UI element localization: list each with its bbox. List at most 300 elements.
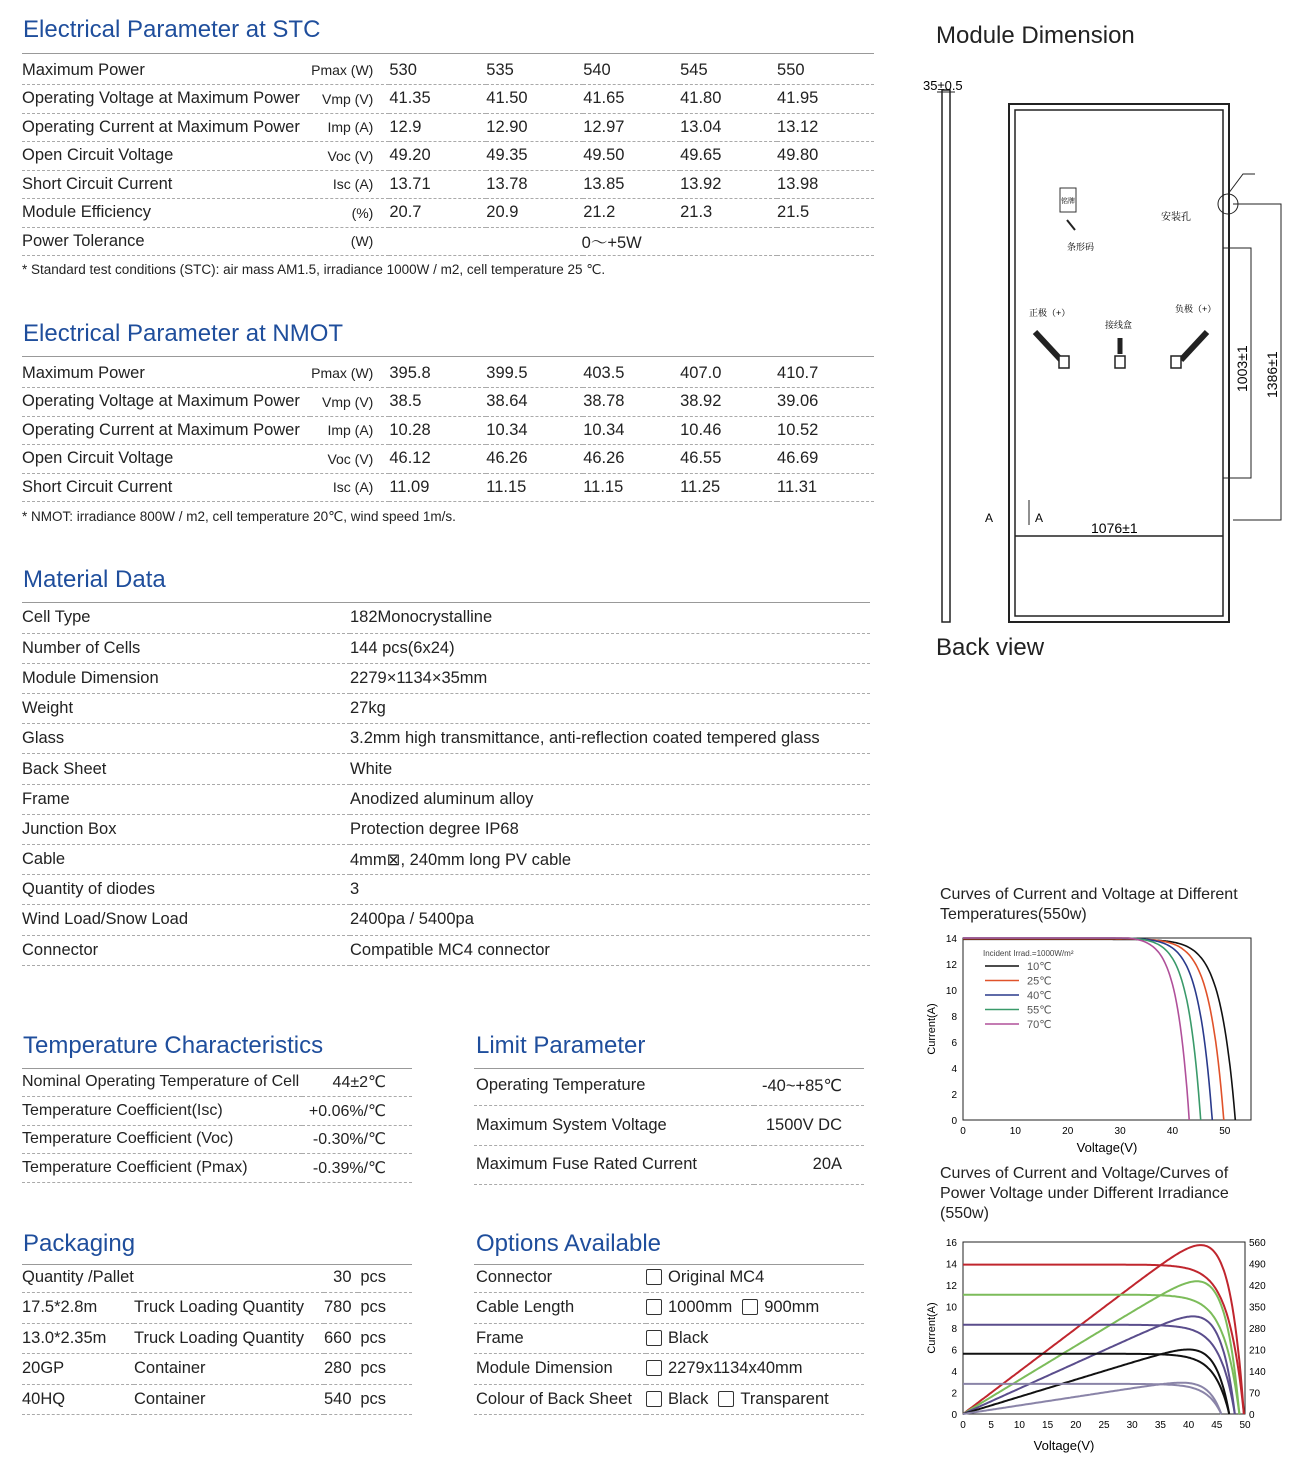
material-value: 4mm⊠, 240mm long PV cable [350,845,870,875]
chart1-ytick: 2 [951,1090,957,1101]
chart2-xtick: 20 [1070,1420,1082,1431]
chart1-xtick: 0 [960,1126,966,1137]
param-value: 46.26 [583,445,680,474]
param-value: 11.31 [777,473,874,502]
param-value: 41.80 [680,85,777,114]
temperature-row [22,1125,412,1154]
chart2-xtick: 30 [1126,1420,1138,1431]
option-row [474,1323,864,1354]
limit-value: 1500V DC [754,1106,864,1146]
param-value: 10.46 [680,416,777,445]
param-value: 410.7 [777,359,874,388]
material-value: Anodized aluminum alloy [350,784,870,814]
chart1-legend-label: 40℃ [1027,990,1052,1002]
param-value: 21.3 [680,199,777,228]
chart2-y2tick: 350 [1249,1302,1266,1314]
param-row [22,416,874,445]
temperature-key: Temperature Coefficient (Voc) [22,1125,302,1154]
param-value: 21.2 [583,199,680,228]
material-row [22,875,870,905]
material-value: Compatible MC4 connector [350,935,870,965]
option-choice[interactable] [646,1268,764,1287]
chart2-y2tick: 280 [1249,1324,1266,1335]
dimension-title: Module Dimension [936,22,1135,49]
chart1-xtick: 20 [1062,1126,1074,1137]
material-row [22,663,870,693]
length-label: 1386±1 [1264,351,1280,398]
chart2-ytick: 6 [951,1345,957,1357]
option-row [474,1293,864,1324]
chart2-ytick: 10 [945,1302,957,1314]
positive-cable [1035,332,1061,360]
packaging-row [22,1262,412,1293]
param-unit: Voc (V) [310,142,390,171]
param-label: Maximum Power [22,359,310,388]
material-value: 2400pa / 5400pa [350,905,870,935]
barcode-mark [1067,220,1075,230]
param-unit: Imp (A) [310,113,390,142]
temperature-key: Temperature Coefficient (Pmax) [22,1154,302,1183]
option-label: Black [668,1389,709,1408]
packaging-size: 13.0*2.35m [22,1323,134,1354]
param-label: Operating Voltage at Maximum Power [22,85,310,114]
param-value: 540 [583,56,680,85]
negative-label: 负极（+） [1175,304,1217,314]
material-key: Back Sheet [22,754,350,784]
chart2-xtick: 35 [1154,1420,1166,1431]
packaging-type: Truck Loading Quantity [134,1323,324,1354]
chart-irradiance-iv-pv [915,1232,1295,1466]
param-value: 10.28 [389,416,486,445]
nmot-table [22,359,874,502]
option-key: Connector [474,1262,646,1293]
param-value: 10.34 [486,416,583,445]
param-value: 11.15 [486,473,583,502]
param-unit: Imp (A) [310,416,390,445]
chart1-legend-label: 70℃ [1027,1019,1052,1031]
param-value: 530 [389,56,486,85]
chart1-legend-label: 55℃ [1027,1004,1052,1017]
chart2-xtick: 10 [1013,1420,1025,1431]
option-key: Module Dimension [474,1354,646,1385]
chart2-y2tick: 0 [1249,1410,1255,1421]
material-row [22,633,870,663]
module-back-view-drawing [915,70,1300,630]
side-profile [942,90,950,622]
stc-note: * Standard test conditions (STC): air mass AM1.5, irradiance 1000W / m2, cell temperature 25 ℃. [22,262,606,277]
limit-value: -40~+85℃ [754,1066,864,1106]
param-value: 41.50 [486,85,583,114]
limit-row [474,1066,864,1106]
packaging-item: Quantity /Pallet [22,1262,324,1293]
packaging-unit: pcs [358,1384,412,1415]
junction-box-label: 接线盒 [1105,320,1133,330]
stc-table [22,56,874,256]
param-value: 38.92 [680,388,777,417]
param-label: Maximum Power [22,56,310,85]
packaging-unit: pcs [358,1293,412,1324]
limit-table [474,1066,864,1185]
mount-hole-label: 安装孔 [1161,212,1191,223]
packaging-row [22,1384,412,1415]
chart1-ytick: 4 [951,1064,957,1075]
param-value: 39.06 [777,388,874,417]
param-value: 41.95 [777,85,874,114]
param-unit: Isc (A) [310,473,390,502]
chart2-y2tick: 420 [1249,1281,1266,1292]
chart2-xtick: 15 [1042,1420,1054,1431]
nameplate-label: 铭牌 [1061,198,1075,205]
material-row [22,935,870,965]
chart2-y2tick: 560 [1249,1238,1266,1249]
junction-box-marker [1115,356,1125,368]
chart2-xtick: 40 [1183,1420,1195,1431]
option-checkbox[interactable] [646,1391,662,1407]
chart1-xtick: 50 [1219,1126,1231,1137]
param-value: 20.7 [389,199,486,228]
packaging-qty: 540 [324,1384,358,1415]
chart2-ytick: 16 [945,1238,957,1249]
temperature-row [22,1097,412,1126]
param-value: 12.97 [583,113,680,142]
chart1-title: Curves of Current and Voltage at Different Temperatures(550w) [940,886,1238,923]
option-choices [646,1354,864,1385]
param-value: 11.09 [389,473,486,502]
material-key: Connector [22,935,350,965]
param-value: 46.69 [777,445,874,474]
chart2-y2tick: 70 [1249,1388,1261,1400]
material-value: 2279×1134×35mm [350,663,870,693]
param-value: 407.0 [680,359,777,388]
nmot-divider [22,356,874,357]
param-value: 550 [777,56,874,85]
options-title: Options Available [476,1230,662,1257]
options-table [474,1262,864,1415]
param-unit: Pmax (W) [310,359,390,388]
temperature-key: Nominal Operating Temperature of Cell [22,1068,302,1097]
temperature-table [22,1068,412,1183]
param-row [22,170,874,199]
chart2-xtick: 5 [988,1420,994,1431]
tolerance-row [22,227,874,256]
limit-value: 20A [754,1145,864,1185]
material-row [22,724,870,754]
temperature-title: Temperature Characteristics [23,1032,324,1059]
chart2-power-line [963,1350,1229,1415]
limit-key: Maximum Fuse Rated Current [474,1145,754,1185]
chart1-legend-label: 10℃ [1027,961,1052,973]
param-value: 12.9 [389,113,486,142]
option-checkbox[interactable] [646,1269,662,1285]
chart2-xtick: 0 [960,1420,966,1431]
option-choices [646,1323,864,1354]
param-value: 545 [680,56,777,85]
chart2-ytick: 8 [951,1324,957,1335]
nmot-note: * NMOT: irradiance 800W / m2, cell temperature 20℃, wind speed 1m/s. [22,509,456,524]
material-key: Quantity of diodes [22,875,350,905]
chart2-power-line [963,1383,1221,1414]
chart2-xtick: 50 [1239,1420,1251,1431]
param-label: Module Efficiency [22,199,310,228]
material-row [22,784,870,814]
param-value: 49.80 [777,142,874,171]
material-value: 3 [350,875,870,905]
param-value: 49.20 [389,142,486,171]
chart1-ytick: 0 [951,1116,957,1127]
chart1-ylabel: Current(A) [926,1003,938,1055]
material-row [22,905,870,935]
param-unit: Isc (A) [310,170,390,199]
temperature-value: 44±2℃ [302,1068,412,1097]
chart2-xtick: 25 [1098,1420,1110,1431]
negative-cable [1181,332,1207,360]
param-row [22,85,874,114]
option-choice[interactable] [718,1390,828,1409]
option-label: Original MC4 [668,1267,765,1286]
option-key: Cable Length [474,1293,646,1324]
material-key: Cell Type [22,603,350,633]
packaging-qty: 660 [324,1323,358,1354]
packaging-table [22,1262,412,1415]
param-row [22,388,874,417]
packaging-qty: 780 [324,1293,358,1324]
negative-connector [1171,356,1181,368]
mount-hole-distance-label: 1003±1 [1234,345,1250,392]
packaging-qty: 30 [324,1262,358,1293]
param-row [22,473,874,502]
chart2-ytick: 14 [945,1259,957,1271]
param-value: 10.52 [777,416,874,445]
chart2-ytick: 2 [951,1388,957,1400]
option-checkbox[interactable] [646,1360,662,1376]
param-value: 20.9 [486,199,583,228]
param-value: 12.90 [486,113,583,142]
param-value: 13.04 [680,113,777,142]
material-value: 3.2mm high transmittance, anti-reflection coated tempered glass [350,724,870,754]
param-row [22,113,874,142]
param-value: 41.35 [389,85,486,114]
param-label: Operating Current at Maximum Power [22,113,310,142]
temperature-value: -0.39%/℃ [302,1154,412,1183]
limit-row [474,1145,864,1185]
param-value: 38.64 [486,388,583,417]
chart2-xlabel: Voltage(V) [1033,1438,1095,1453]
temperature-value: +0.06%/℃ [302,1097,412,1126]
material-key: Cable [22,845,350,875]
material-row [22,754,870,784]
chart1-xtick: 30 [1114,1126,1126,1137]
param-value: 46.12 [389,445,486,474]
option-choice[interactable] [646,1359,803,1378]
param-value: 13.71 [389,170,486,199]
section-marker-lines [1009,500,1029,525]
temperature-value: -0.30%/℃ [302,1125,412,1154]
param-value: 38.78 [583,388,680,417]
chart2-y2tick: 490 [1249,1259,1266,1271]
chart2-y2tick: 140 [1249,1367,1266,1378]
material-value: 27kg [350,694,870,724]
option-row [474,1262,864,1293]
option-choices [646,1293,864,1324]
material-row [22,603,870,633]
barcode-label: 条形码 [1067,242,1095,252]
param-label: Operating Current at Maximum Power [22,416,310,445]
material-row [22,845,870,875]
param-label: Short Circuit Current [22,473,310,502]
param-value: 13.92 [680,170,777,199]
material-value: Protection degree IP68 [350,814,870,844]
material-value: 144 pcs(6x24) [350,633,870,663]
packaging-qty: 280 [324,1354,358,1385]
section-label-right: A [1035,511,1044,525]
temperature-row [22,1068,412,1097]
param-label: Operating Voltage at Maximum Power [22,388,310,417]
option-label: 900mm [764,1298,820,1317]
option-key: Frame [474,1323,646,1354]
packaging-unit: pcs [358,1262,412,1293]
param-value: 399.5 [486,359,583,388]
param-value: 21.5 [777,199,874,228]
chart1-ytick: 8 [951,1012,957,1023]
section-label-left: A [985,511,994,525]
chart1-ytick: 14 [945,934,957,945]
chart2-power-line [963,1281,1239,1414]
packaging-type: Truck Loading Quantity [134,1293,324,1324]
material-table [22,603,870,966]
chart2-ylabel: Current(A) [926,1302,938,1354]
material-row [22,694,870,724]
option-label: Black [668,1328,709,1347]
param-value: 46.55 [680,445,777,474]
packaging-row [22,1293,412,1324]
packaging-row [22,1323,412,1354]
mount-hole-leader [1228,174,1255,194]
chart1-xlabel: Voltage(V) [1076,1140,1138,1155]
param-label: Open Circuit Voltage [22,445,310,474]
option-checkbox[interactable] [718,1391,734,1407]
tolerance-unit: (W) [310,227,390,256]
option-label: 2279x1134x40mm [668,1359,803,1378]
chart1-ytick: 12 [945,960,957,971]
packaging-unit: pcs [358,1354,412,1385]
chart1-ytick: 10 [945,986,957,997]
option-row [474,1384,864,1415]
option-checkbox[interactable] [742,1299,758,1315]
chart2-y2tick: 210 [1249,1345,1266,1357]
option-checkbox[interactable] [646,1299,662,1315]
param-row [22,142,874,171]
material-key: Junction Box [22,814,350,844]
packaging-type: Container [134,1384,324,1415]
chart1-xtick: 10 [1009,1126,1021,1137]
param-value: 11.15 [583,473,680,502]
option-checkbox[interactable] [646,1330,662,1346]
temperature-key: Temperature Coefficient(Isc) [22,1097,302,1126]
tolerance-label: Power Tolerance [22,227,310,256]
param-value: 13.85 [583,170,680,199]
material-value: 182Monocrystalline [350,603,870,633]
material-title: Material Data [23,566,166,593]
option-choices [646,1384,864,1415]
material-row [22,814,870,844]
chart1-xtick: 40 [1166,1126,1179,1137]
material-key: Frame [22,784,350,814]
param-unit: Vmp (V) [310,388,390,417]
packaging-size: 40HQ [22,1384,134,1415]
chart-temperature-iv [915,928,1295,1164]
material-key: Number of Cells [22,633,350,663]
limit-title: Limit Parameter [476,1032,646,1059]
param-row [22,56,874,85]
param-value: 10.34 [583,416,680,445]
limit-key: Operating Temperature [474,1066,754,1106]
option-row [474,1354,864,1385]
param-unit: Pmax (W) [310,56,390,85]
tolerance-value: 0～+5W [389,227,874,256]
nmot-title: Electrical Parameter at NMOT [23,320,344,347]
packaging-type: Container [134,1354,324,1385]
option-choice[interactable] [742,1298,819,1317]
option-choice[interactable] [646,1329,708,1348]
param-value: 41.65 [583,85,680,114]
chart1-legend-label: 25℃ [1027,975,1052,988]
chart2-ytick: 12 [945,1281,957,1292]
packaging-row [22,1354,412,1385]
packaging-title: Packaging [23,1230,136,1257]
packaging-size: 17.5*2.8m [22,1293,134,1324]
option-label: 1000mm [668,1298,733,1317]
chart2-current-line [963,1384,1221,1414]
chart2-ytick: 0 [951,1410,957,1421]
back-view-label: Back view [936,634,1045,661]
frame-thickness-label: 35±0.5 [923,78,963,93]
option-key: Colour of Back Sheet [474,1384,646,1415]
option-choices [646,1262,864,1293]
param-value: 403.5 [583,359,680,388]
param-value: 49.35 [486,142,583,171]
limit-row [474,1106,864,1146]
packaging-unit: pcs [358,1323,412,1354]
width-label: 1076±1 [1091,520,1138,536]
packaging-size: 20GP [22,1354,134,1385]
chart2-title: Curves of Current and Voltage/Curves of Power Voltage under Different Irradiance (550w) [940,1165,1229,1222]
param-value: 13.98 [777,170,874,199]
temperature-row [22,1154,412,1183]
chart1-ytick: 6 [951,1038,957,1049]
chart1-legend-title: Incident Irrad.=1000W/m² [983,949,1074,958]
param-label: Open Circuit Voltage [22,142,310,171]
param-value: 13.12 [777,113,874,142]
param-value: 395.8 [389,359,486,388]
param-row [22,199,874,228]
option-choice[interactable] [646,1298,732,1317]
param-label: Short Circuit Current [22,170,310,199]
param-value: 49.50 [583,142,680,171]
param-value: 38.5 [389,388,486,417]
material-key: Module Dimension [22,663,350,693]
stc-divider [22,53,874,54]
chart2-ytick: 4 [951,1367,957,1378]
limit-key: Maximum System Voltage [474,1106,754,1146]
param-row [22,359,874,388]
chart2-xtick: 45 [1211,1420,1223,1431]
positive-connector [1059,356,1069,368]
param-value: 49.65 [680,142,777,171]
option-choice[interactable] [646,1390,708,1409]
param-unit: (%) [310,199,390,228]
param-value: 46.26 [486,445,583,474]
param-value: 13.78 [486,170,583,199]
